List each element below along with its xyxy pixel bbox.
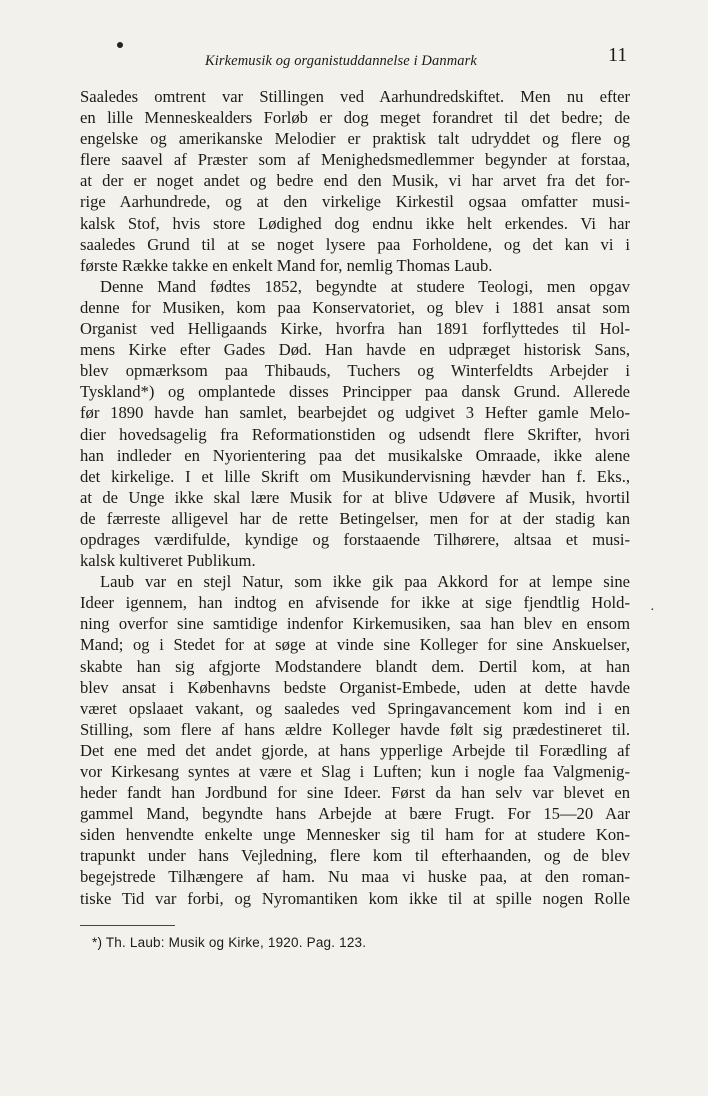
text-line: tiske Tid var forbi, og Nyromantiken kom ikke til at spille nogen Rolle (80, 888, 630, 908)
text-line: saaledes Grund til at se noget lysere paa Forholdene, og det kan vi i (80, 234, 630, 254)
text-line: at der er noget andet og bedre end den Musik, vi har arvet fra det for- (80, 171, 630, 191)
text-line: Denne Mand fødtes 1852, begyndte at studere Teologi, men opgav (100, 276, 630, 296)
footnote: *) Th. Laub: Musik og Kirke, 1920. Pag. 123. (92, 935, 367, 950)
text-line: været opslaaet vakant, og saaledes ved Springavancement kom ind i en (80, 698, 630, 718)
text-line: mens Kirke efter Gades Død. Han havde en udpræget historisk Sans, (80, 340, 630, 360)
text-line: flere saavel af Præster som af Menighedsmedlemmer begynder at forstaa, (80, 150, 630, 170)
text-line: kalsk Stof, hvis store Lødighed dog endnu ikke helt erkendes. Vi har (80, 213, 630, 233)
text-line: før 1890 havde han samlet, bearbejdet og udgivet 3 Hefter gamle Melo- (80, 403, 630, 423)
text-line: ning overfor sine samtidige indenfor Kirkemusiken, saa han blev en ensom (80, 614, 630, 634)
text-line: blev ansat i Københavns bedste Organist-Embede, uden at dette havde (80, 677, 630, 697)
text-line: dier hovedsagelig fra Reformationstiden og udsendt flere Skrifter, hvori (80, 424, 630, 444)
text-line: Tyskland*) og omplantede disses Principper paa dansk Grund. Allerede (80, 382, 630, 402)
text-line: Saaledes omtrent var Stillingen ved Aarhundredskiftet. Men nu efter (80, 87, 630, 106)
text-line: det kirkelige. I et lille Skrift om Musikundervisning hævder han f. Eks., (80, 466, 630, 486)
text-line: han indleder en Nyorientering paa det musikalske Omraade, ikke alene (80, 445, 630, 465)
text-line: Laub var en stejl Natur, som ikke gik paa Akkord for at lempe sine (100, 572, 630, 592)
text-line: denne for Musiken, kom paa Konservatoriet, og blev i 1881 ansat som (80, 297, 630, 317)
text-line: skabte han sig afgjorte Modstandere blandt dem. Dertil kom, at han (80, 656, 630, 676)
text-line: Det ene med det andet gjorde, at hans ypperlige Arbejde til Forædling af (80, 740, 630, 760)
ink-dot (117, 42, 123, 48)
text-line: trapunkt under hans Vejledning, flere kom til efterhaanden, og de blev (80, 846, 630, 866)
text-line: heder fandt han Jordbund for sine Ideer. Først da han selv var blevet en (80, 783, 630, 803)
page-number: 11 (608, 44, 628, 66)
text-line: at de Unge ikke skal lære Musik for at blive Udøvere af Musik, hvortil (80, 487, 630, 507)
text-line: begejstrede Tilhængere af ham. Nu maa vi huske paa, at den roman- (80, 867, 630, 887)
text-line: Mand; og i Stedet for at søge at vinde sine Kolleger for sine Anskuelser, (80, 635, 630, 655)
footnote-rule (80, 925, 175, 926)
text-line: engelske og amerikanske Melodier er praktisk talt udryddet og flere og (80, 129, 630, 149)
text-line: Ideer igennem, han indtog en afvisende for ikke at sige fjendtlig Hold- (80, 593, 630, 613)
text-line: opdrages værdifulde, kyndige og forstaaende Tilhørere, altsaa et musi- (80, 529, 630, 549)
body-text (80, 86, 630, 909)
text-line: rige Aarhundrede, og at den virkelige Kirkestil ogsaa omfatter musi- (80, 192, 630, 212)
text-line: Stilling, som flere af hans ældre Kolleger havde følt sig prædestineret til. (80, 719, 630, 739)
text-line: en lille Menneskealders Forløb er dog meget forandret til det bedre; de (80, 108, 630, 128)
text-line: vor Kirkesang syntes at være et Slag i Luften; kun i nogle faa Valgmenig- (80, 762, 630, 781)
text-line: siden henvendte enkelte unge Mennesker sig til ham for at studere Kon- (80, 825, 630, 845)
text-line: de færreste alligevel har de rette Betingelser, men for at der stadig kan (80, 508, 630, 528)
text-line: kalsk kultiveret Publikum. (80, 551, 256, 571)
text-line: blev opmærksom paa Thibauds, Tuchers og Winterfeldts Arbejder i (80, 361, 630, 381)
text-line: Organist ved Helligaands Kirke, hvorfra han 1891 forflyttedes til Hol- (80, 319, 630, 339)
margin-dot: · (650, 603, 655, 618)
running-head: Kirkemusik og organistuddannelse i Danmark (205, 53, 477, 69)
text-line: første Række takke en enkelt Mand for, nemlig Thomas Laub. (80, 255, 493, 275)
text-line: gammel Mand, begyndte hans Arbejde at bære Frugt. For 15—20 Aar (80, 804, 630, 824)
